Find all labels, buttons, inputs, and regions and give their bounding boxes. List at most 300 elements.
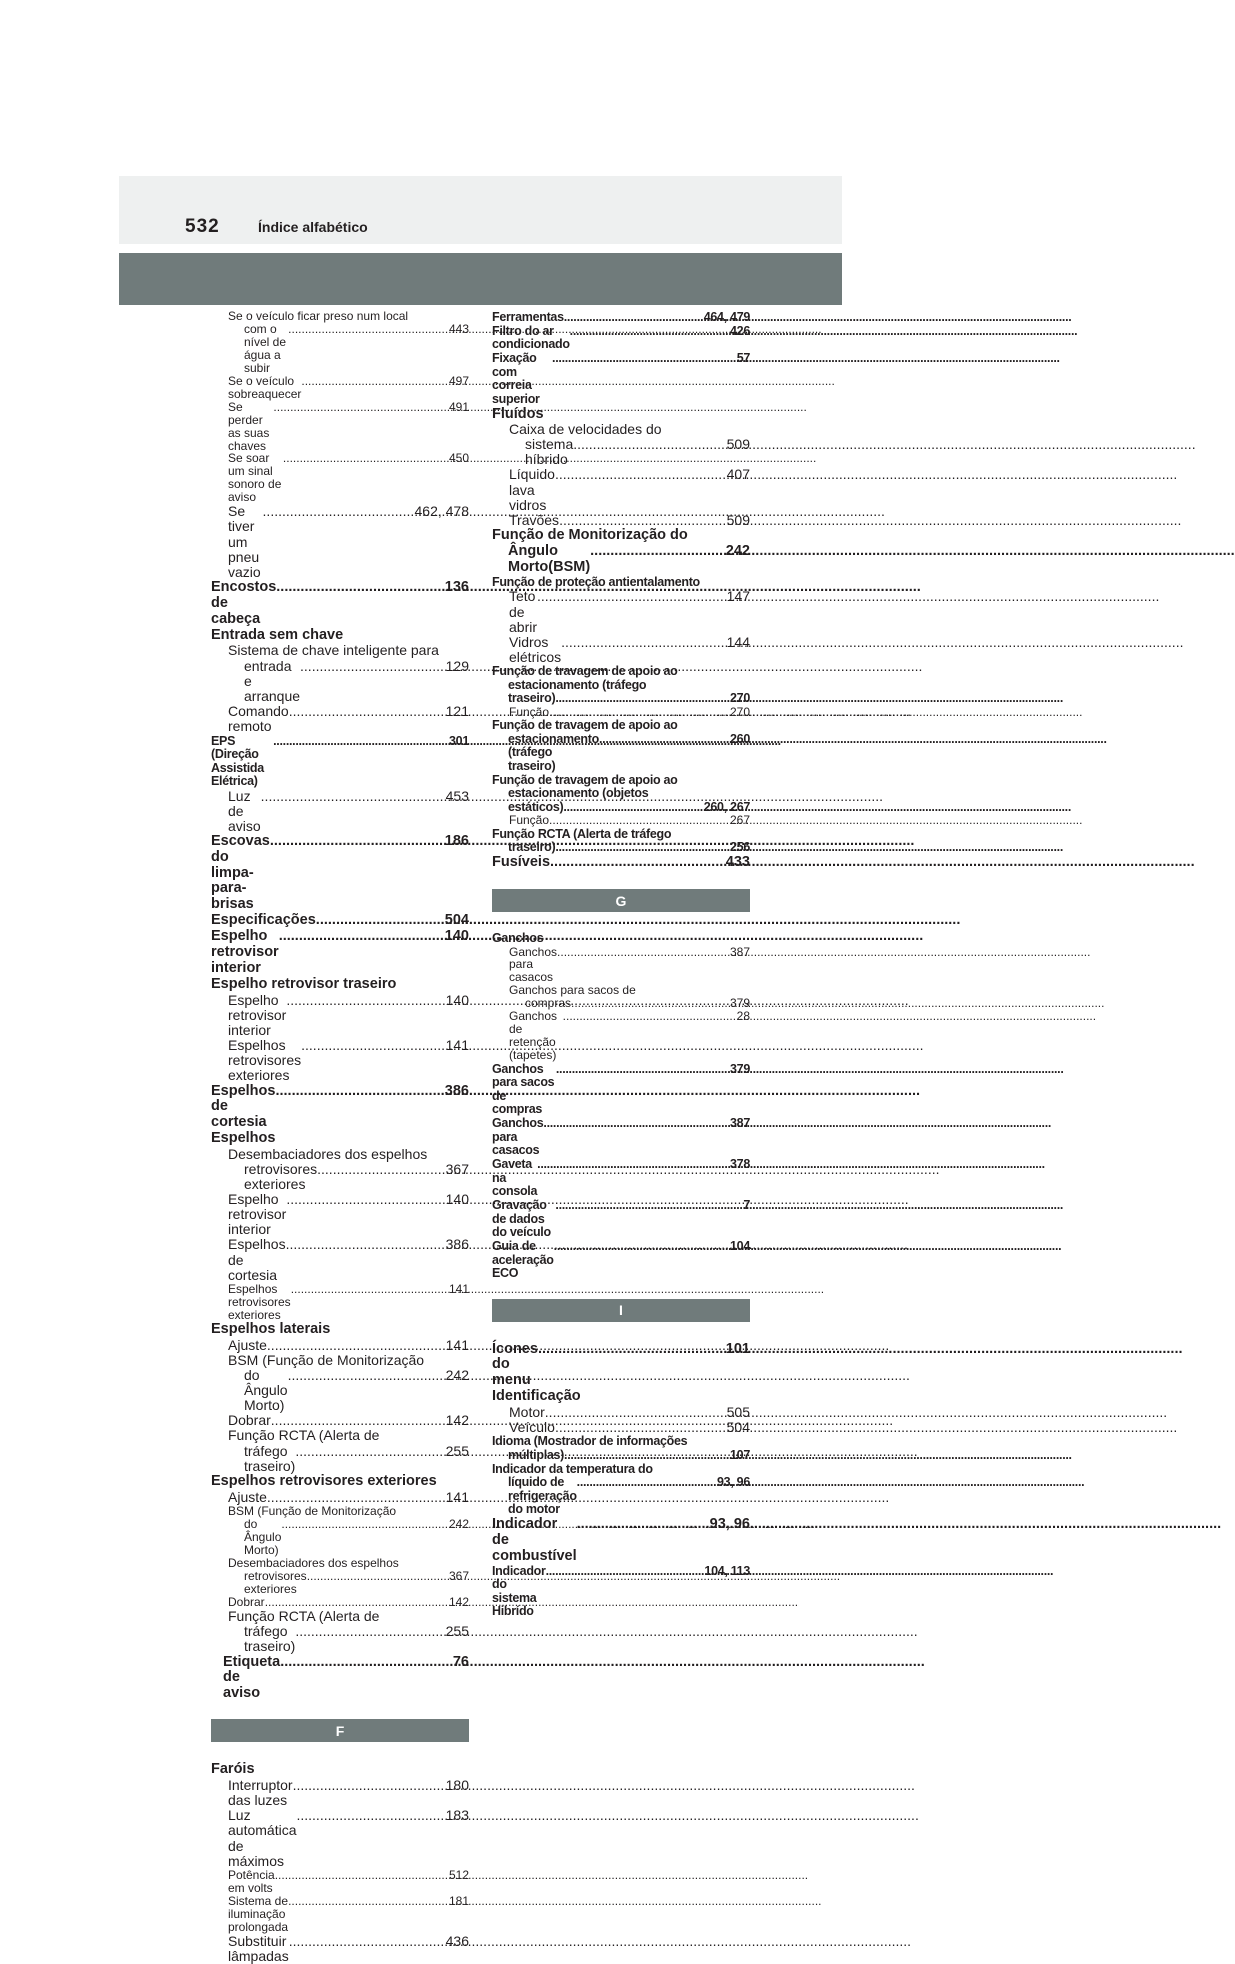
- entry-page-ref[interactable]: 93, 96: [709, 1516, 750, 1533]
- entry-term: Filtro do ar condicionado: [492, 323, 570, 351]
- leader-dots: [281, 1518, 448, 1531]
- entry-term: com o nível de água a subir: [244, 321, 287, 375]
- entry-page-ref[interactable]: 301: [449, 733, 469, 748]
- entry-term: Espelhos laterais: [211, 1321, 331, 1338]
- index-entry: [492, 946, 750, 985]
- entry-term: Dobrar: [228, 1412, 271, 1429]
- leader-dots: [554, 1240, 729, 1254]
- leader-dots: [295, 1624, 444, 1639]
- leader-dots: [273, 735, 448, 749]
- index-column-right: [492, 310, 750, 1619]
- entry-page-ref[interactable]: 386: [445, 1236, 469, 1253]
- leader-dots: [577, 1476, 716, 1490]
- leader-dots: [293, 1778, 445, 1793]
- entry-term: Indicador do sistema Hibrído: [492, 1563, 546, 1619]
- leader-dots: [550, 855, 725, 871]
- index-entry: [211, 1413, 469, 1428]
- entry-term: Sistema de chave inteligente para: [228, 642, 439, 659]
- index-entry: [492, 635, 750, 665]
- index-entry: [211, 1490, 469, 1505]
- leader-dots: [279, 929, 444, 945]
- entry-page-ref[interactable]: 141: [445, 1336, 469, 1353]
- leader-dots: [537, 589, 726, 604]
- index-entry: [492, 828, 750, 855]
- leader-dots: [555, 1199, 742, 1213]
- index-entry: [492, 814, 750, 827]
- entry-page-ref[interactable]: 76: [452, 1653, 469, 1670]
- leader-dots: [300, 659, 445, 674]
- index-entry: [492, 1435, 750, 1462]
- index-entry: [492, 1342, 750, 1389]
- entry-term: Se perder as suas chaves: [228, 399, 270, 453]
- index-entry: [211, 375, 469, 401]
- entry-term: Motor: [509, 1403, 545, 1420]
- index-entry: [211, 1237, 469, 1282]
- entry-term: EPS (Direção Assistida Elétrica): [211, 733, 264, 789]
- index-entry: [211, 504, 469, 580]
- header-band: [119, 176, 842, 244]
- leader-dots: [577, 1517, 709, 1533]
- index-entry: [211, 401, 469, 453]
- index-entry: [492, 984, 750, 1010]
- leader-dots: [288, 1895, 448, 1908]
- index-entry: [492, 1063, 750, 1117]
- index-entry: [492, 1389, 750, 1405]
- entry-term: Se tiver um pneu vazio: [228, 503, 261, 580]
- entry-page-ref[interactable]: 242: [448, 1517, 469, 1531]
- leader-dots: [552, 352, 736, 366]
- entry-term: Luz automática de máximos: [228, 1807, 297, 1869]
- entry-term: Idioma (Mostrador de informações: [492, 1434, 688, 1449]
- entry-page-ref[interactable]: 141: [445, 1036, 469, 1053]
- entry-term: Espelhos de cortesia: [228, 1236, 286, 1283]
- index-entry: [492, 1420, 750, 1435]
- index-entry: [211, 977, 469, 993]
- entry-term: Se o veículo ficar preso num local: [228, 309, 409, 323]
- entry-term: Ganchos para casacos: [492, 1116, 544, 1158]
- entry-page-ref[interactable]: 242: [725, 543, 750, 560]
- entry-term: do Ângulo Morto): [244, 1367, 288, 1414]
- entry-term: Fluídos: [492, 405, 544, 422]
- entry-page-ref[interactable]: 367: [445, 1160, 469, 1177]
- leader-dots: [555, 1420, 726, 1435]
- entry-page-ref[interactable]: 256: [730, 840, 750, 855]
- entry-term: retrovisores exteriores: [244, 1568, 307, 1596]
- index-entry: [492, 1517, 750, 1564]
- entry-term: estacionamento (tráfego traseiro): [508, 731, 599, 773]
- entry-page-ref[interactable]: 407: [726, 466, 750, 483]
- entry-term: traseiro): [508, 840, 556, 855]
- leader-dots: [549, 706, 729, 719]
- index-entry: [211, 1869, 469, 1895]
- entry-term: Travões: [509, 511, 560, 528]
- entry-page-ref[interactable]: 260: [730, 731, 750, 746]
- entry-page-ref[interactable]: 141: [448, 1281, 469, 1296]
- entry-term: Função: [509, 813, 550, 828]
- index-entry: [211, 1192, 469, 1237]
- entry-term: Vidros elétricos: [509, 633, 562, 665]
- index-entry: [211, 913, 469, 929]
- index-entry: [492, 576, 750, 590]
- leader-dots: [555, 467, 726, 482]
- entry-term: Espelhos de cortesia: [211, 1082, 276, 1130]
- leader-dots: [538, 1342, 725, 1358]
- index-entry: [211, 310, 469, 375]
- leader-dots: [275, 1084, 443, 1100]
- leader-dots: [273, 401, 448, 414]
- entry-term: Etiqueta de aviso: [223, 1653, 281, 1701]
- index-entry: [211, 1322, 469, 1338]
- index-entry: [492, 528, 750, 575]
- entry-page-ref[interactable]: 436: [445, 1932, 469, 1949]
- index-entry: [492, 1405, 750, 1420]
- entry-page-ref[interactable]: 504: [726, 1418, 750, 1435]
- entry-term: traseiro): [508, 691, 556, 706]
- entry-term: Função RCTA (Alerta de: [228, 1607, 380, 1624]
- entry-page-ref[interactable]: 147: [726, 588, 750, 605]
- entry-term: Ganchos de retenção (tapetes): [509, 1009, 558, 1063]
- index-entry: [211, 1808, 469, 1868]
- entry-page-ref[interactable]: 378: [730, 1157, 750, 1172]
- letter-section-header: G: [492, 889, 750, 912]
- entry-term: Faróis: [211, 1761, 255, 1778]
- index-entry: [492, 311, 750, 325]
- leader-dots: [549, 814, 729, 827]
- page-number: 532: [185, 216, 220, 237]
- entry-page-ref[interactable]: 464, 479: [703, 309, 750, 324]
- entry-term: Guia de aceleração ECO: [492, 1239, 554, 1281]
- entry-term: Identificação: [492, 1388, 581, 1405]
- leader-dots: [557, 946, 729, 959]
- entry-term: Fixação com correia superior: [492, 351, 540, 406]
- entry-term: Desembaciadores dos espelhos: [228, 1145, 428, 1162]
- entry-term: Ganchos para sacos de compras: [492, 1061, 555, 1117]
- leader-dots: [546, 1565, 704, 1579]
- entry-term: Indicador da temperatura do: [492, 1461, 653, 1476]
- index-entry: [211, 628, 469, 644]
- leader-dots: [555, 692, 729, 706]
- entry-page-ref[interactable]: 260, 267: [703, 799, 750, 814]
- index-entry: [492, 1199, 750, 1240]
- entry-page-ref[interactable]: 142: [448, 1594, 469, 1609]
- entry-term: Veículo: [509, 1418, 555, 1435]
- index-entry: [492, 665, 750, 706]
- entry-term: líquido de refrigeração do motor: [508, 1475, 577, 1517]
- index-entry: [211, 1147, 469, 1192]
- index-column-left: [211, 310, 469, 1964]
- entry-page-ref[interactable]: 144: [726, 633, 750, 650]
- leader-dots: [291, 1283, 448, 1296]
- entry-page-ref[interactable]: 453: [445, 787, 469, 804]
- entry-term: Função: [509, 704, 550, 719]
- leader-dots: [286, 1237, 445, 1252]
- entry-term: Caixa de velocidades do: [509, 421, 662, 438]
- entry-term: Ganchos: [492, 931, 544, 945]
- index-entry: [492, 1010, 750, 1062]
- leader-dots: [561, 635, 726, 650]
- entry-term: tráfego traseiro): [244, 1622, 296, 1654]
- entry-term: Ajuste: [228, 1336, 267, 1353]
- entry-term: Escovas do limpa-para-brisas: [211, 833, 270, 913]
- entry-page-ref[interactable]: 7: [743, 1198, 750, 1213]
- entry-term: Ajuste: [228, 1488, 267, 1505]
- entry-page-ref[interactable]: 104, 113: [704, 1563, 750, 1578]
- entry-page-ref[interactable]: 379: [730, 1061, 750, 1076]
- entry-page-ref[interactable]: 242: [445, 1367, 469, 1384]
- leader-dots: [563, 1010, 736, 1023]
- entry-page-ref[interactable]: 104: [730, 1239, 750, 1254]
- entry-page-ref[interactable]: 186: [444, 833, 469, 850]
- entry-term: Ganchos para sacos de: [509, 983, 636, 998]
- entry-term: Função RCTA (Alerta de tráfego: [492, 826, 672, 841]
- index-entry: [492, 422, 750, 467]
- leader-dots: [590, 544, 725, 560]
- entry-page-ref[interactable]: 443: [448, 321, 469, 336]
- index-entry: [492, 1158, 750, 1199]
- index-entry: [492, 1565, 750, 1619]
- entry-term: Dobrar: [228, 1594, 265, 1609]
- leader-dots: [307, 1570, 448, 1583]
- index-entry: [211, 1474, 469, 1490]
- entry-page-ref[interactable]: 505: [726, 1403, 750, 1420]
- leader-dots: [263, 504, 414, 519]
- entry-term: Função RCTA (Alerta de: [228, 1427, 380, 1444]
- entry-page-ref[interactable]: 57: [736, 351, 750, 365]
- leader-dots: [537, 1158, 729, 1172]
- index-entry: [492, 706, 750, 719]
- entry-term: Luz de aviso: [228, 787, 261, 834]
- entry-term: entrada e arranque: [244, 657, 301, 704]
- leader-dots: [573, 437, 725, 452]
- entry-term: múltiplas): [508, 1447, 565, 1462]
- entry-term: Substituir lâmpadas: [228, 1932, 289, 1964]
- entry-term: Teto de abrir: [509, 588, 538, 635]
- entry-term: BSM (Função de Monitorização: [228, 1351, 425, 1368]
- index-entry: [211, 1934, 469, 1964]
- entry-page-ref[interactable]: 367: [448, 1568, 469, 1583]
- leader-dots: [570, 325, 729, 339]
- entry-term: do Ângulo Morto): [244, 1517, 282, 1557]
- leader-dots: [280, 1655, 452, 1671]
- entry-page-ref[interactable]: 107: [730, 1447, 750, 1462]
- entry-term: retrovisores exteriores: [244, 1160, 318, 1193]
- index-entry: [492, 855, 750, 871]
- leader-dots: [296, 1808, 444, 1823]
- leader-dots: [563, 801, 702, 815]
- entry-page-ref[interactable]: 512: [448, 1867, 469, 1882]
- leader-dots: [559, 513, 726, 528]
- leader-dots: [288, 1368, 445, 1383]
- section-title: Índice alfabético: [258, 219, 368, 235]
- entry-term: Gaveta na consola: [492, 1157, 538, 1199]
- leader-dots: [289, 1934, 445, 1949]
- entry-page-ref[interactable]: 140: [444, 928, 469, 945]
- entry-page-ref[interactable]: 267: [729, 813, 750, 828]
- entry-page-ref[interactable]: 462, 478: [414, 503, 469, 520]
- entry-term: Entrada sem chave: [211, 626, 344, 643]
- entry-page-ref[interactable]: 101: [725, 1340, 750, 1357]
- index-entry: [211, 643, 469, 703]
- leader-dots: [564, 1449, 729, 1463]
- entry-term: Função de proteção antientalamento: [492, 574, 700, 589]
- entry-term: compras: [525, 996, 572, 1011]
- entry-page-ref[interactable]: 504: [444, 912, 469, 929]
- index-entry: [211, 993, 469, 1038]
- leader-dots: [271, 1413, 445, 1428]
- entry-page-ref[interactable]: 386: [444, 1082, 469, 1099]
- index-entry: [211, 1084, 469, 1131]
- index-entry: [211, 789, 469, 834]
- entry-term: Ângulo Morto(BSM): [508, 543, 591, 575]
- entry-term: Espelhos retrovisores exteriores: [228, 1281, 291, 1322]
- index-entry: [492, 467, 750, 512]
- leader-dots: [267, 1338, 445, 1353]
- leader-dots: [543, 1117, 729, 1131]
- index-entry: [492, 774, 750, 815]
- entry-page-ref[interactable]: 28: [736, 1009, 750, 1024]
- leader-dots: [317, 1162, 445, 1177]
- entry-page-ref[interactable]: 142: [445, 1412, 469, 1429]
- entry-term: Líquido lava vidros: [509, 466, 555, 513]
- entry-term: Espelho retrovisor interior: [228, 991, 287, 1038]
- entry-term: estáticos): [508, 799, 564, 814]
- entry-page-ref[interactable]: 509: [726, 511, 750, 528]
- leader-dots: [295, 1444, 444, 1459]
- index-entry: [211, 1778, 469, 1808]
- leader-dots: [270, 834, 444, 850]
- index-entry: [211, 1655, 469, 1702]
- index-entry: [211, 704, 469, 734]
- index-entry: [211, 1762, 469, 1778]
- leader-dots: [283, 452, 448, 465]
- leader-dots: [289, 704, 445, 719]
- entry-page-ref[interactable]: 379: [729, 996, 750, 1011]
- index-entry: [492, 352, 750, 406]
- entry-page-ref[interactable]: 387: [730, 1116, 750, 1131]
- entry-term: Indicador de combustível: [492, 1516, 577, 1564]
- index-entry: [211, 1131, 469, 1147]
- entry-term: Encostos de cabeça: [211, 579, 277, 627]
- entry-term: Desembaciadores dos espelhos: [228, 1555, 399, 1570]
- index-entry: [492, 589, 750, 634]
- leader-dots: [276, 580, 444, 596]
- leader-dots: [261, 789, 445, 804]
- entry-term: Espelhos retrovisores exteriores: [228, 1036, 302, 1084]
- index-entry: [492, 719, 750, 773]
- index-entry: [492, 1463, 750, 1517]
- entry-page-ref[interactable]: 121: [445, 702, 469, 719]
- entry-page-ref[interactable]: 129: [445, 657, 469, 674]
- entry-term: Função de travagem de apoio ao: [492, 664, 678, 679]
- index-entry: [211, 1283, 469, 1322]
- entry-term: BSM (Função de Monitorização: [228, 1504, 397, 1519]
- leader-dots: [286, 1192, 444, 1207]
- leader-dots: [275, 1869, 448, 1882]
- entry-term: estacionamento (tráfego: [508, 677, 647, 692]
- entry-page-ref[interactable]: 180: [445, 1777, 469, 1794]
- entry-term: Espelho retrovisor interior: [211, 928, 279, 976]
- entry-term: Função de Monitorização do: [492, 527, 688, 544]
- entry-page-ref[interactable]: 255: [445, 1622, 469, 1639]
- index-entry: [211, 735, 469, 789]
- leader-dots: [555, 841, 729, 855]
- index-entry: [211, 834, 469, 912]
- index-entry: [492, 932, 750, 946]
- index-entry: [492, 513, 750, 528]
- entry-page-ref[interactable]: 93, 96: [717, 1475, 750, 1490]
- entry-term: Espelho retrovisor traseiro: [211, 975, 397, 992]
- leader-dots: [599, 733, 729, 747]
- entry-page-ref[interactable]: 140: [445, 991, 469, 1008]
- entry-term: Espelhos retrovisores exteriores: [211, 1473, 437, 1490]
- entry-page-ref[interactable]: 183: [445, 1807, 469, 1824]
- entry-page-ref[interactable]: 509: [726, 436, 750, 453]
- entry-term: sistema híbrido: [525, 436, 574, 468]
- leader-dots: [286, 993, 444, 1008]
- index-entry: [211, 929, 469, 976]
- leader-dots: [301, 1038, 445, 1053]
- index-entry: [211, 1338, 469, 1353]
- index-entry: [211, 1505, 469, 1557]
- entry-term: Fusíveis: [492, 854, 551, 871]
- entry-page-ref[interactable]: 491: [448, 399, 469, 414]
- entry-term: Ícones do menu: [492, 1340, 538, 1388]
- index-entry: [492, 325, 750, 352]
- leader-dots: [301, 375, 448, 388]
- leader-dots: [545, 1405, 726, 1420]
- leader-dots: [288, 323, 448, 336]
- entry-term: Sistema de iluminação prolongada: [228, 1893, 289, 1934]
- entry-term: Interruptor das luzes: [228, 1777, 293, 1809]
- entry-term: Se soar um sinal sonoro de aviso: [228, 451, 282, 505]
- entry-term: Espelhos: [211, 1130, 276, 1147]
- index-entry: [211, 1353, 469, 1413]
- entry-page-ref[interactable]: 450: [448, 451, 469, 466]
- index-entry: [492, 1117, 750, 1158]
- entry-page-ref[interactable]: 140: [445, 1191, 469, 1208]
- index-entry: [211, 452, 469, 504]
- entry-page-ref[interactable]: 141: [445, 1488, 469, 1505]
- entry-term: Se o veículo sobreaquecer: [228, 373, 302, 401]
- index-entry: [211, 1895, 469, 1934]
- entry-term: Ferramentas: [492, 309, 564, 324]
- entry-page-ref[interactable]: 181: [448, 1893, 469, 1908]
- index-entry: [492, 1240, 750, 1281]
- leader-dots: [564, 311, 703, 325]
- index-entry: [211, 1428, 469, 1473]
- entry-term: Função de travagem de apoio ao: [492, 772, 678, 787]
- entry-term: Espelho retrovisor interior: [228, 1191, 287, 1238]
- index-entry: [211, 1038, 469, 1083]
- entry-term: estacionamento (objetos: [508, 786, 649, 801]
- entry-page-ref[interactable]: 255: [445, 1442, 469, 1459]
- entry-page-ref[interactable]: 426: [730, 323, 750, 338]
- entry-page-ref[interactable]: 497: [448, 373, 469, 388]
- entry-page-ref[interactable]: 136: [444, 579, 469, 596]
- leader-dots: [556, 1063, 729, 1077]
- entry-term: tráfego traseiro): [244, 1442, 296, 1474]
- entry-page-ref[interactable]: 270: [729, 704, 750, 719]
- entry-page-ref[interactable]: 270: [730, 691, 750, 706]
- entry-page-ref[interactable]: 387: [729, 944, 750, 959]
- entry-term: Gravação de dados do veículo: [492, 1198, 551, 1240]
- entry-term: Comando remoto: [228, 702, 289, 735]
- index-entry: [211, 1557, 469, 1596]
- leader-dots: [316, 913, 444, 929]
- entry-page-ref[interactable]: 433: [725, 854, 750, 871]
- index-entry: [492, 407, 750, 423]
- header-dark-band: [119, 253, 842, 305]
